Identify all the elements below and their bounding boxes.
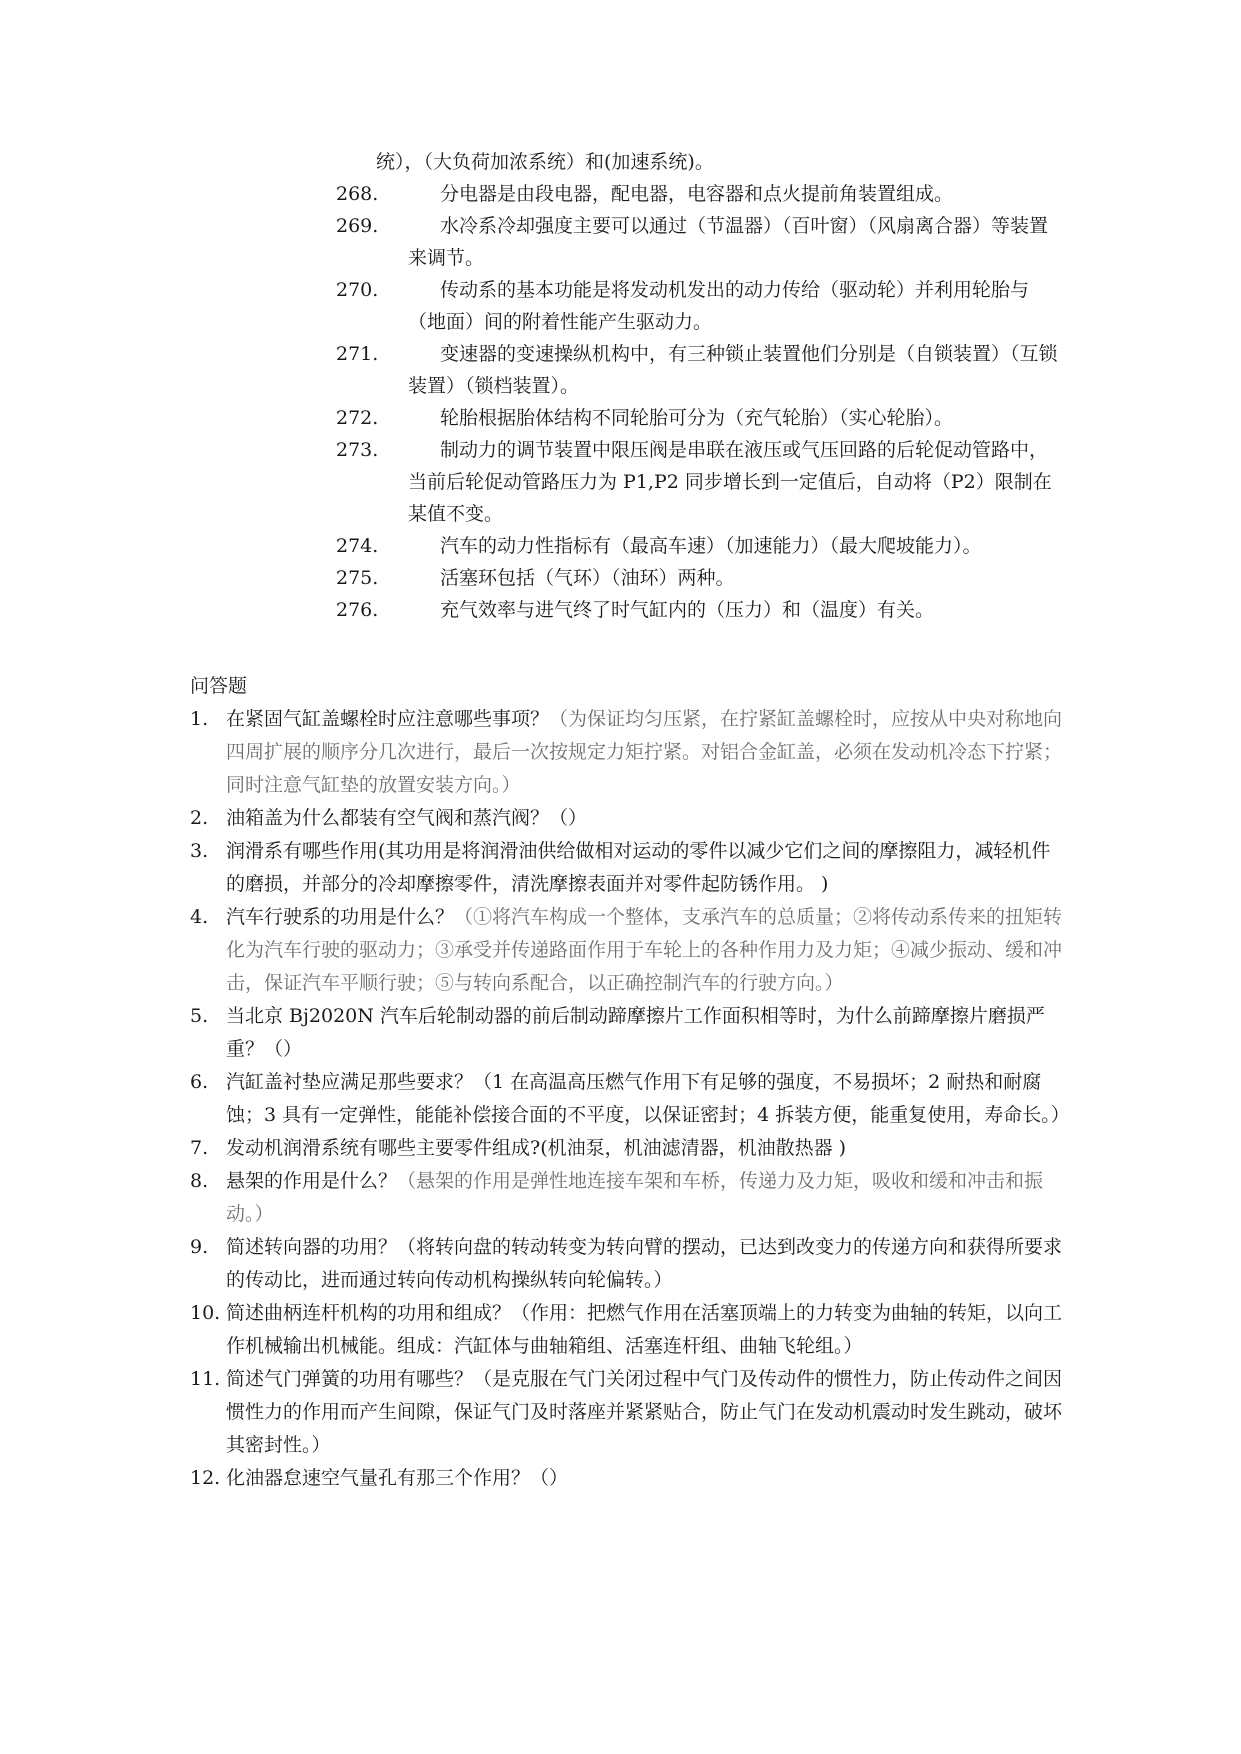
item-text <box>226 1363 1066 1462</box>
fill-item <box>336 274 1066 338</box>
fill-item <box>336 594 1066 626</box>
item-text <box>226 703 1066 802</box>
item-text <box>226 1000 1066 1066</box>
answer-text: （①将汽车构成一个整体，支承汽车的总质量；②将传动系传来的扭矩转化为汽车行驶的驱动力；③承受并传递路面作用于车轮上的各种作用力及力矩；④减少振动、缓和冲击，保证汽车平顺行驶；⑤与转向系配合，以正确控制汽车的行驶方向。） <box>226 906 1063 994</box>
qa-section <box>190 703 1070 1495</box>
question-text: 化油器怠速空气量孔有那三个作用？（） <box>226 1467 569 1489</box>
item-text: 活塞环包括（气环）（油环）两种。 <box>440 567 735 589</box>
qa-item <box>190 1462 1066 1495</box>
fill-item <box>336 530 1066 562</box>
item-text: 充气效率与进气终了时气缸内的（压力）和（温度）有关。 <box>440 599 935 621</box>
item-text <box>226 1231 1066 1297</box>
item-number: 8. <box>190 1170 209 1192</box>
question-text: 简述曲柄连杆机构的功用和组成？（作用：把燃气作用在活塞顶端上的力转变为曲轴的转矩，以向工作机械输出机械能。组成：汽缸体与曲轴箱组、活塞连杆组、曲轴飞轮组。） <box>226 1302 1063 1357</box>
item-number: 3. <box>190 840 209 862</box>
item-text <box>226 1132 1066 1165</box>
qa-item <box>190 1066 1070 1132</box>
qa-item <box>190 835 1066 901</box>
item-text <box>226 1066 1070 1132</box>
fill-item <box>336 562 1066 594</box>
fill-item <box>336 434 1066 530</box>
fill-item <box>336 178 1066 210</box>
item-text: 分电器是由段电器，配电器，电容器和点火提前角装置组成。 <box>440 183 954 205</box>
item-text <box>226 802 1066 835</box>
fill-blank-section <box>336 146 1066 626</box>
item-number: 12. <box>190 1467 221 1489</box>
item-text <box>226 1297 1066 1363</box>
fill-item <box>336 402 1066 434</box>
item-text: 传动系的基本功能是将发动机发出的动力传给（驱动轮）并利用轮胎与（地面）间的附着性能产生驱动力。 <box>408 279 1030 333</box>
item-number: 271. <box>336 343 379 365</box>
item-text: 汽车的动力性指标有（最高车速）（加速能力）（最大爬坡能力）。 <box>440 535 982 557</box>
qa-section-title: 问答题 <box>190 675 248 697</box>
item-number: 275. <box>336 567 379 589</box>
question-text: 汽缸盖衬垫应满足那些要求？（1 在高温高压燃气作用下有足够的强度，不易损坏；2 耐热和耐腐蚀；3 具有一定弹性，能能补偿接合面的不平度，以保证密封；4 拆装方便，能重复使用，寿命长。） <box>226 1071 1070 1126</box>
question-text: 润滑系有哪些作用(其功用是将润滑油供给做相对运动的零件以减少它们之间的摩擦阻力，减轻机件的磨损，并部分的冷却摩擦零件，清洗摩擦表面并对零件起防锈作用。 ) <box>226 840 1051 895</box>
fill-continuation-text: 统），（大负荷加浓系统）和(加速系统)。 <box>376 151 714 173</box>
item-number: 270. <box>336 279 379 301</box>
qa-item <box>190 1000 1066 1066</box>
fill-item <box>336 338 1066 402</box>
question-text: 简述转向器的功用？（将转向盘的转动转变为转向臂的摆动，已达到改变力的传递方向和获得所要求的传动比，进而通过转向传动机构操纵转向轮偏转。） <box>226 1236 1063 1291</box>
item-number: 11. <box>190 1368 221 1390</box>
qa-item <box>190 703 1066 802</box>
item-text <box>226 1462 1066 1495</box>
item-number: 273. <box>336 439 379 461</box>
question-text: 悬架的作用是什么？ <box>226 1170 398 1192</box>
item-number: 274. <box>336 535 379 557</box>
question-text: 油箱盖为什么都装有空气阀和蒸汽阀？（） <box>226 807 588 829</box>
item-number: 9. <box>190 1236 209 1258</box>
qa-item <box>190 802 1066 835</box>
item-text: 轮胎根据胎体结构不同轮胎可分为（充气轮胎）（实心轮胎）。 <box>440 407 954 429</box>
item-number: 272. <box>336 407 379 429</box>
item-number: 268. <box>336 183 379 205</box>
answer-text: （悬架的作用是弹性地连接车架和车桥，传递力及力矩，吸收和缓和冲击和振动。） <box>226 1170 1044 1225</box>
item-number: 5. <box>190 1005 209 1027</box>
qa-item <box>190 1297 1066 1363</box>
qa-item <box>190 1165 1066 1231</box>
item-number: 7. <box>190 1137 209 1159</box>
qa-item <box>190 901 1066 1000</box>
item-number: 276. <box>336 599 379 621</box>
item-text: 水冷系冷却强度主要可以通过（节温器）（百叶窗）（风扇离合器）等装置来调节。 <box>408 215 1049 269</box>
qa-item <box>190 1132 1066 1165</box>
item-text <box>226 901 1066 1000</box>
item-text <box>226 835 1066 901</box>
item-number: 4. <box>190 906 209 928</box>
item-text <box>226 1165 1066 1231</box>
question-text: 汽车行驶系的功用是什么？ <box>226 906 455 928</box>
question-text: 发动机润滑系统有哪些主要零件组成?(机油泵，机油滤清器，机油散热器 ) <box>226 1137 847 1159</box>
item-number: 2. <box>190 807 209 829</box>
question-text: 简述气门弹簧的功用有哪些？（是克服在气门关闭过程中气门及传动件的惯性力，防止传动件之间因惯性力的作用而产生间隙，保证气门及时落座并紧紧贴合，防止气门在发动机震动时发生跳动，破坏其密封性。） <box>226 1368 1063 1456</box>
item-text: 变速器的变速操纵机构中，有三种锁止装置他们分别是（自锁装置）（互锁装置）（锁档装置）。 <box>408 343 1058 397</box>
qa-item <box>190 1231 1066 1297</box>
question-text: 当北京 Bj2020N 汽车后轮制动器的前后制动蹄摩擦片工作面积相等时，为什么前蹄摩擦片磨损严重？（） <box>226 1005 1045 1060</box>
item-text: 制动力的调节装置中限压阀是串联在液压或气压回路的后轮促动管路中，当前后轮促动管路压力为 P1,P2 同步增长到一定值后，自动将（P2）限制在某值不变。 <box>408 439 1052 525</box>
answer-text: （为保证均匀压紧，在拧紧缸盖螺栓时，应按从中央对称地向四周扩展的顺序分几次进行，最后一次按规定力矩拧紧。对铝合金缸盖，必须在发动机冷态下拧紧；同时注意气缸垫的放置安装方向。） <box>226 708 1063 796</box>
qa-item <box>190 1363 1066 1462</box>
item-number: 269. <box>336 215 379 237</box>
question-text: 在紧固气缸盖螺栓时应注意哪些事项？ <box>226 708 550 730</box>
item-number: 1. <box>190 708 209 730</box>
fill-item <box>336 210 1066 274</box>
item-number: 10. <box>190 1302 221 1324</box>
item-number: 6. <box>190 1071 209 1093</box>
